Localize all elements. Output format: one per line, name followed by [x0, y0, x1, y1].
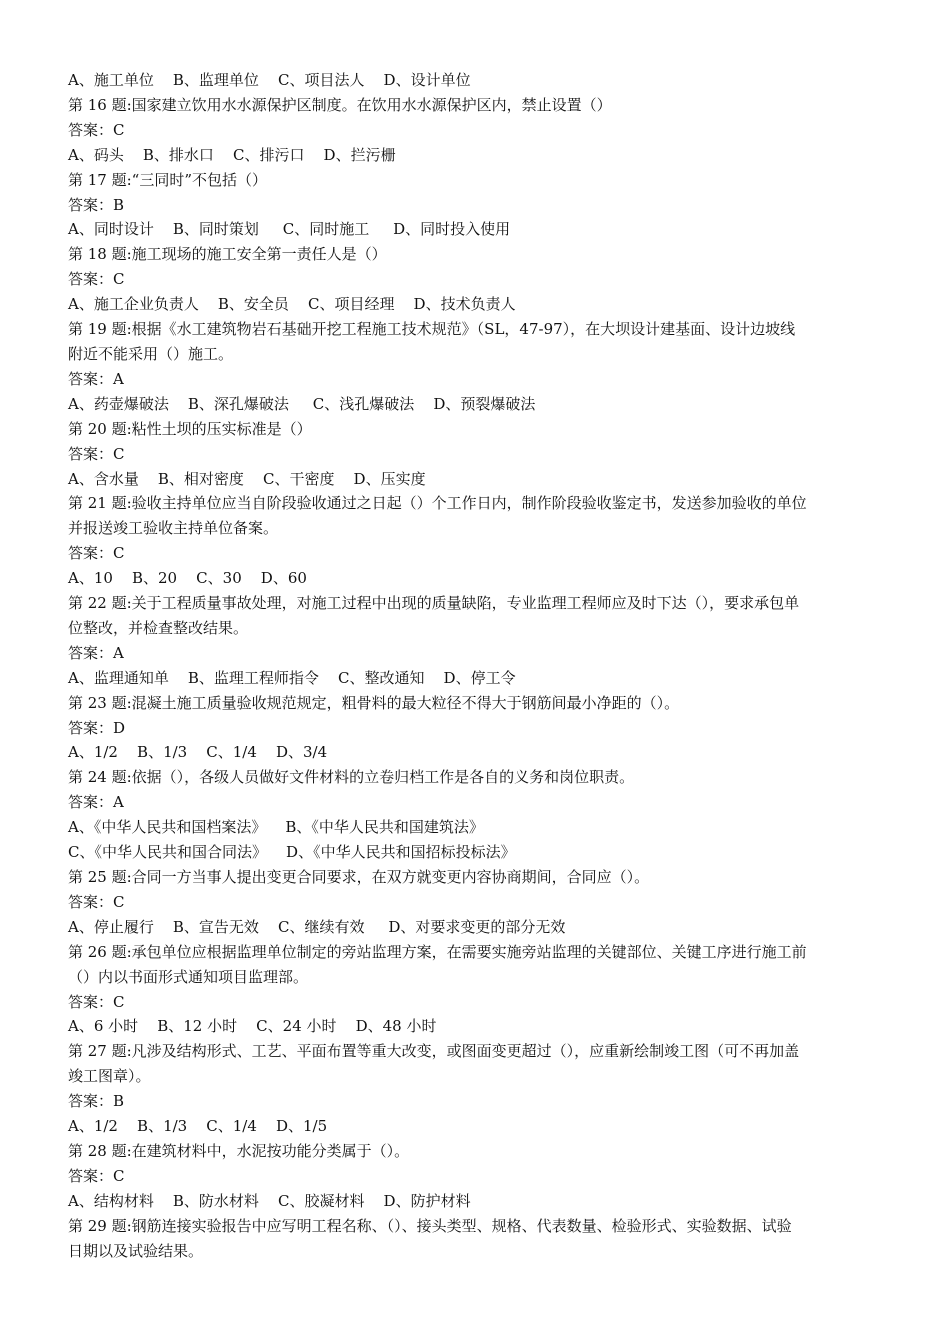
- answer-line: 答案：C: [68, 544, 125, 563]
- question-line: 第 16 题:国家建立饮用水水源保护区制度。在饮用水水源保护区内，禁止设置（）: [68, 95, 612, 114]
- options-line: C、《中华人民共和国合同法》 D、《中华人民共和国招标投标法》: [68, 843, 516, 862]
- answer-line: 答案：C: [68, 120, 125, 139]
- answer-line: 答案：D: [68, 718, 126, 737]
- options-line: A、6 小时 B、12 小时 C、24 小时 D、48 小时: [68, 1017, 437, 1036]
- answer-line: 答案：C: [68, 1166, 125, 1185]
- answer-line: 答案：C: [68, 444, 125, 463]
- document-page: [68, 68, 898, 1264]
- question-line-continued: 附近不能采用（）施工。: [68, 344, 234, 363]
- answer-line: 答案：A: [68, 643, 124, 662]
- question-line-continued: （）内以书面形式通知项目监理部。: [68, 967, 309, 986]
- options-line: A、施工单位 B、监理单位 C、项目法人 D、设计单位: [68, 71, 471, 89]
- question-line: 第 20 题:粘性土坝的压实标准是（）: [68, 419, 312, 438]
- options-line: A、含水量 B、相对密度 C、干密度 D、压实度: [68, 469, 426, 488]
- question-line-continued: 位整改，并检查整改结果。: [68, 618, 249, 637]
- question-line: 第 23 题:混凝土施工质量验收规范规定，粗骨料的最大粒径不得大于钢筋间最小净距的（）。: [68, 693, 680, 712]
- options-line: A、监理通知单 B、监理工程师指令 C、整改通知 D、停工令: [68, 668, 516, 687]
- options-line: A、1/2 B、1/3 C、1/4 D、1/5: [68, 1117, 328, 1136]
- question-line: 第 25 题:合同一方当事人提出变更合同要求，在双方就变更内容协商期间，合同应（）。: [68, 868, 650, 886]
- question-line-continued: 并报送竣工验收主持单位备案。: [68, 519, 279, 538]
- options-line: A、10 B、20 C、30 D、60: [68, 569, 307, 588]
- question-line: 第 17 题:“三同时”不包括（）: [68, 170, 268, 189]
- question-line: 第 27 题:凡涉及结构形式、工艺、平面布置等重大改变，或图面变更超过（），应重新绘制竣工图（可不再加盖: [68, 1042, 800, 1061]
- question-line: 第 19 题:根据《水工建筑物岩石基础开挖工程施工技术规范》（SL，47-97），在大坝设计建基面、设计边坡线: [68, 320, 796, 339]
- question-line-continued: 竣工图章）。: [68, 1067, 151, 1086]
- options-line: A、药壶爆破法 B、深孔爆破法 C、浅孔爆破法 D、预裂爆破法: [68, 394, 536, 413]
- answer-line: 答案：A: [68, 793, 124, 812]
- options-line: A、结构材料 B、防水材料 C、胶凝材料 D、防护材料: [68, 1191, 471, 1210]
- options-line: A、停止履行 B、宣告无效 C、继续有效 D、对要求变更的部分无效: [68, 917, 566, 936]
- options-line: A、1/2 B、1/3 C、1/4 D、3/4: [68, 743, 328, 762]
- question-line-continued: 日期以及试验结果。: [68, 1241, 204, 1260]
- options-line: A、《中华人民共和国档案法》 B、《中华人民共和国建筑法》: [68, 818, 484, 837]
- answer-line: 答案：C: [68, 270, 125, 289]
- answer-line: 答案：C: [68, 992, 125, 1011]
- question-line: 第 26 题:承包单位应根据监理单位制定的旁站监理方案，在需要实施旁站监理的关键部位、关键工序进行施工前: [68, 942, 807, 961]
- options-line: A、施工企业负责人 B、安全员 C、项目经理 D、技术负责人: [68, 295, 516, 314]
- answer-line: 答案：B: [68, 195, 125, 214]
- answer-line: 答案：C: [68, 892, 125, 911]
- question-line: 第 24 题:依据（），各级人员做好文件材料的立卷归档工作是各自的义务和岗位职责。: [68, 768, 635, 787]
- options-line: A、同时设计 B、同时策划 C、同时施工 D、同时投入使用: [68, 220, 511, 239]
- question-line: 第 18 题:施工现场的施工安全第一责任人是（）: [68, 245, 387, 264]
- question-line: 第 28 题:在建筑材料中，水泥按功能分类属于（）。: [68, 1141, 410, 1160]
- question-line: 第 21 题:验收主持单位应当自阶段验收通过之日起（）个工作日内，制作阶段验收鉴定书，发送参加验收的单位: [68, 494, 807, 513]
- answer-line: 答案：B: [68, 1092, 125, 1111]
- question-line: 第 29 题:钢筋连接实验报告中应写明工程名称、（）、接头类型、规格、代表数量、检验形式、实验数据、试验: [68, 1216, 792, 1235]
- options-line: A、码头 B、排水口 C、排污口 D、拦污栅: [68, 145, 396, 164]
- question-line: 第 22 题:关于工程质量事故处理，对施工过程中出现的质量缺陷，专业监理工程师应及时下达（），要求承包单: [68, 594, 800, 613]
- answer-line: 答案：A: [68, 369, 124, 388]
